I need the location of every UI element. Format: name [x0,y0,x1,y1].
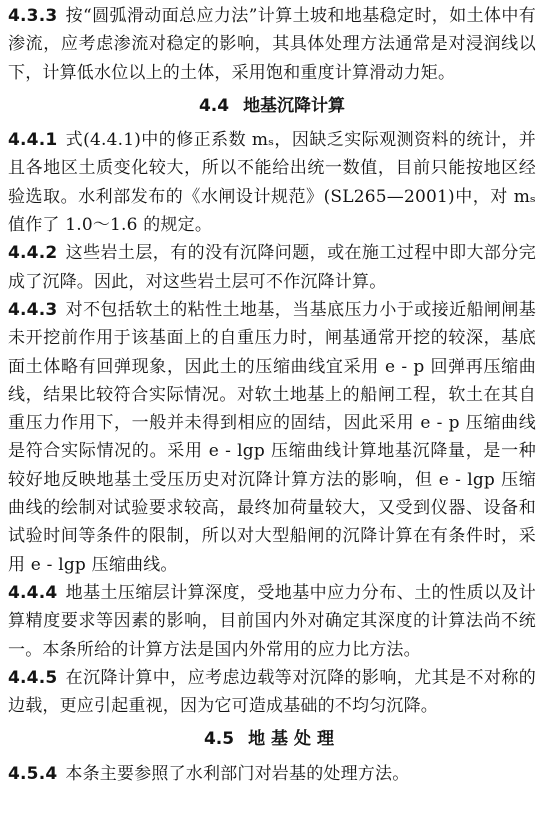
section-title: 地基处理 [248,729,341,750]
section-number: 4.4 [198,95,230,116]
clause-text: 本条主要参照了水利部门对岩基的处理方法。 [65,763,410,784]
clause-4-5-4 [8,760,536,788]
clause-number: 4.5.4 [8,763,58,784]
clause-text: 式(4.4.1)中的修正系数 mₛ，因缺乏实际观测资料的统计，并且各地区土质变化较大，所以不能给出统一数值，目前只能按地区经验选取。水利部发布的《水闸设计规范》(SL265—2001)中，对 mₛ 值作了 1.0～1.6 的规定。 [8,130,536,236]
clause-number: 4.3.3 [8,6,58,26]
clause-number: 4.4.3 [8,299,58,320]
clause-text: 这些岩土层，有的没有沉降问题，或在施工过程中即大部分完成了沉降。因此，对这些岩土层可不作沉降计算。 [8,243,536,292]
clause-4-4-3 [8,296,536,579]
clause-number: 4.4.2 [8,243,58,264]
clause-number: 4.4.4 [8,582,58,603]
section-heading-4-5 [8,725,536,753]
clause-4-4-2 [8,239,536,296]
section-heading-4-4 [8,92,536,120]
clause-4-4-5 [8,664,536,721]
clause-number: 4.4.1 [8,130,58,151]
clause-text: 对不包括软土的粘性土地基，当基底压力小于或接近船闸闸基未开挖前作用于该基面上的自重压力时，闸基通常开挖的较深，基底面土体略有回弹现象，因此土的压缩曲线宜采用 e - p 回弹再压缩曲线，结果比较符合实际情况。对软土地基上的船闸工程，软土在其自重压力作用下，一般并未得到相应的固结，因此采用 e - p 压缩曲线是符合实际情况的。采用 e - lgp 压缩曲线计算地基沉降量，是一种较好地反映地基土受压历史对沉降计算方法的影响，但 e - lgp 压缩曲线的绘制对试验要求较高，最终加荷量较大，又受到仪器、设备和试验时间等条件的限制，所以对大型船闸的沉降计算在有条件时，采用 e - lgp 压缩曲线。 [8,299,536,575]
clause-number: 4.4.5 [8,667,58,688]
section-title: 地基沉降计算 [243,95,346,116]
section-number: 4.5 [203,729,235,750]
clause-text: 地基土压缩层计算深度，受地基中应力分布、土的性质以及计算精度要求等因素的影响，目前国内外对确定其深度的计算法尚不统一。本条所给的计算方法是国内外常用的应力比方法。 [8,582,536,660]
clause-4-3-3 [8,2,536,87]
clause-4-4-4 [8,579,536,664]
clause-text: 在沉降计算中，应考虑边载等对沉降的影响，尤其是不对称的边载，更应引起重视，因为它可造成基础的不均匀沉降。 [8,667,536,717]
clause-text: 按“圆弧滑动面总应力法”计算土坡和地基稳定时，如土体中有渗流，应考虑渗流对稳定的影响，其具体处理方法通常是对浸润线以下，计算低水位以上的土体，采用饱和重度计算滑动力矩。 [8,6,536,83]
clause-4-4-1 [8,126,536,239]
